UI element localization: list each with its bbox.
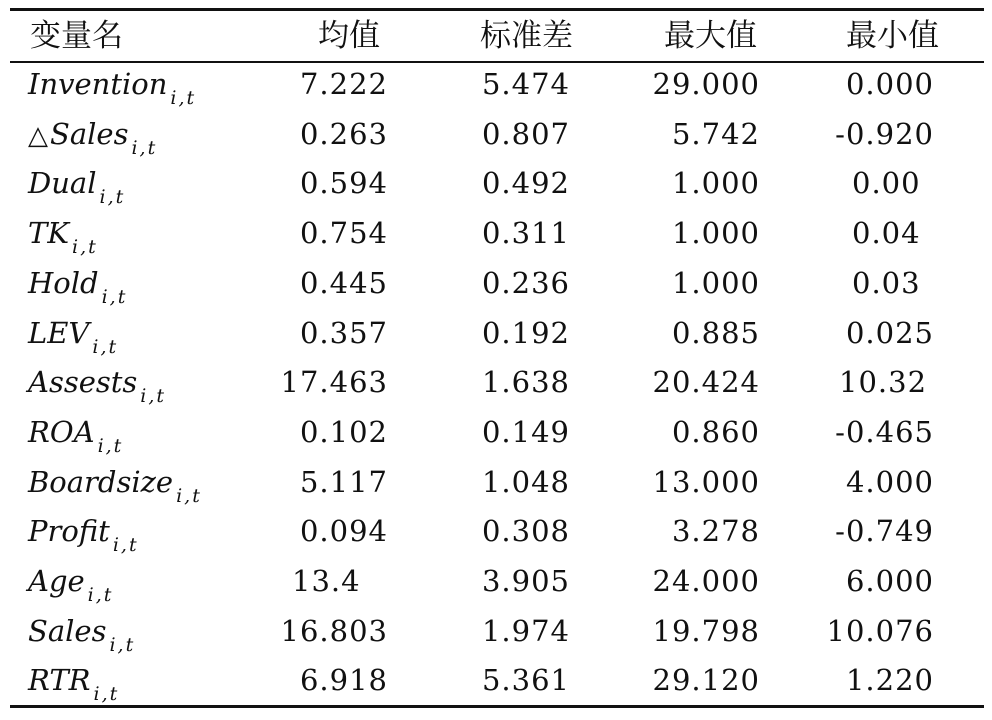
cell-mean: 0.357 — [299, 316, 388, 350]
variable-name: Boardsize — [28, 465, 174, 499]
cell-min: -0.465 — [835, 415, 934, 449]
cell-std-dev: 0.311 — [481, 216, 570, 250]
cell-std-dev: 5.361 — [481, 663, 570, 697]
cell-std-dev: 1.974 — [481, 614, 570, 648]
variable-subscript: i,t — [109, 634, 136, 656]
cell-std-dev: 0.236 — [481, 266, 570, 300]
header-variable-name: 变量名 — [30, 18, 123, 54]
cell-variable — [28, 461, 202, 507]
variable-name: Assests — [28, 365, 138, 399]
variable-subscript: i,t — [99, 186, 126, 208]
cell-mean: 7.222 — [299, 67, 388, 101]
cell-max: 0.860 — [671, 415, 760, 449]
cell-min: -0.920 — [835, 117, 934, 151]
cell-std-dev: 5.474 — [481, 67, 570, 101]
variable-name: Sales — [50, 117, 129, 151]
cell-variable — [28, 162, 126, 208]
cell-max: 0.885 — [671, 316, 760, 350]
cell-max: 20.424 — [652, 365, 760, 399]
variable-name: Profit — [28, 514, 110, 548]
variable-subscript: i,t — [131, 137, 158, 159]
cell-std-dev: 0.807 — [481, 117, 570, 151]
variable-subscript: i,t — [93, 683, 120, 705]
cell-max: 3.278 — [671, 514, 760, 548]
variable-subscript: i,t — [101, 286, 128, 308]
variable-subscript: i,t — [72, 236, 98, 258]
variable-subscript: i,t — [140, 385, 167, 407]
cell-variable — [28, 63, 197, 109]
delta-symbol: △ — [28, 121, 48, 151]
cell-min: 6.000 — [845, 564, 934, 598]
cell-variable — [28, 113, 158, 159]
header-std-dev: 标准差 — [480, 18, 573, 54]
cell-max: 29.000 — [652, 67, 760, 101]
cell-mean: 17.463 — [280, 365, 388, 399]
cell-max: 19.798 — [652, 614, 760, 648]
cell-mean: 0.263 — [299, 117, 388, 151]
variable-subscript: i,t — [97, 435, 124, 457]
cell-max: 5.742 — [671, 117, 760, 151]
cell-min: 0.00 — [852, 166, 921, 200]
variable-subscript: i,t — [170, 87, 197, 109]
cell-variable — [28, 659, 120, 705]
cell-mean: 0.594 — [299, 166, 388, 200]
variable-name: TK — [28, 216, 70, 250]
header-min: 最小值 — [846, 18, 939, 54]
cell-mean: 0.094 — [299, 514, 388, 548]
cell-mean: 6.918 — [299, 663, 388, 697]
cell-std-dev: 0.192 — [481, 316, 570, 350]
cell-variable — [28, 560, 114, 606]
cell-mean: 0.102 — [299, 415, 388, 449]
cell-variable — [28, 510, 139, 556]
cell-min: 0.03 — [852, 266, 921, 300]
table-top-rule — [10, 8, 984, 11]
variable-subscript: i,t — [92, 336, 119, 358]
variable-name: Hold — [28, 266, 99, 300]
cell-std-dev: 3.905 — [481, 564, 570, 598]
cell-variable — [28, 610, 136, 656]
cell-max: 13.000 — [652, 465, 760, 499]
cell-min: 0.04 — [852, 216, 921, 250]
variable-name: Age — [28, 564, 85, 598]
cell-variable — [28, 361, 167, 407]
variable-subscript: i,t — [112, 534, 139, 556]
cell-mean: 13.4 — [292, 564, 361, 598]
variable-subscript: i,t — [176, 485, 202, 507]
header-max: 最大值 — [664, 18, 757, 54]
cell-std-dev: 0.149 — [481, 415, 570, 449]
variable-name: Dual — [28, 166, 97, 200]
cell-max: 1.000 — [671, 216, 760, 250]
variable-name: ROA — [28, 415, 95, 449]
variable-subscript: i,t — [87, 584, 114, 606]
cell-variable — [28, 411, 124, 457]
variable-name: Sales — [28, 614, 107, 648]
cell-min: 4.000 — [845, 465, 934, 499]
cell-std-dev: 1.048 — [481, 465, 570, 499]
cell-min: 0.025 — [845, 316, 934, 350]
cell-mean: 0.445 — [299, 266, 388, 300]
cell-min: -0.749 — [835, 514, 934, 548]
cell-variable — [28, 262, 128, 308]
header-mean: 均值 — [318, 18, 380, 54]
cell-min: 10.076 — [826, 614, 934, 648]
cell-min: 10.32 — [839, 365, 928, 399]
cell-variable — [28, 212, 98, 258]
cell-std-dev: 0.308 — [481, 514, 570, 548]
variable-name: Invention — [28, 67, 168, 101]
cell-variable — [28, 312, 119, 358]
cell-min: 0.000 — [845, 67, 934, 101]
cell-max: 1.000 — [671, 266, 760, 300]
cell-max: 1.000 — [671, 166, 760, 200]
cell-std-dev: 0.492 — [481, 166, 570, 200]
cell-min: 1.220 — [845, 663, 934, 697]
cell-mean: 0.754 — [299, 216, 388, 250]
variable-name: RTR — [28, 663, 91, 697]
cell-mean: 5.117 — [299, 465, 388, 499]
cell-mean: 16.803 — [280, 614, 388, 648]
cell-std-dev: 1.638 — [481, 365, 570, 399]
table-bottom-rule — [10, 705, 984, 708]
cell-max: 24.000 — [652, 564, 760, 598]
cell-max: 29.120 — [652, 663, 760, 697]
variable-name: LEV — [28, 316, 90, 350]
